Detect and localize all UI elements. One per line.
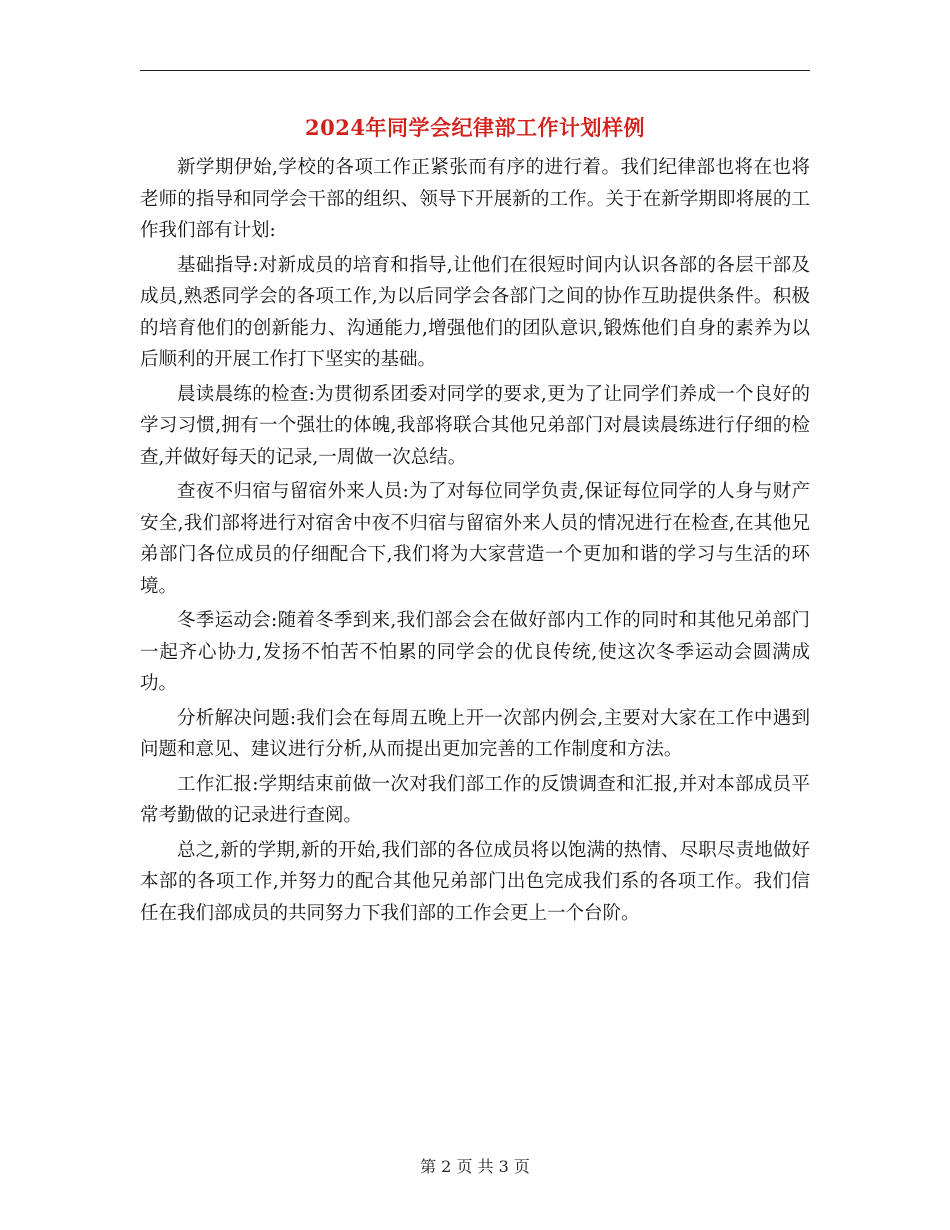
paragraph-morning-check: 晨读晨练的检查:为贯彻系团委对同学的要求,更为了让同学们养成一个良好的学习习惯,拥有一个强壮的体魄,我部将联合其他兄弟部门对晨读晨练进行仔细的检查,并做好每天的记录,一周做一次总结。	[140, 383, 810, 468]
paragraph-night-check: 查夜不归宿与留宿外来人员:为了对每位同学负责,保证每位同学的人身与财产安全,我们部将进行对宿舍中夜不归宿与留宿外来人员的情况进行在检查,在其他兄弟部门各位成员的仔细配合下,我们将为大家营造一个更加和谐的学习与生活的环境。	[140, 481, 810, 597]
header-rule	[140, 70, 810, 71]
paragraph-winter-sports: 冬季运动会:随着冬季到来,我们部会会在做好部内工作的同时和其他兄弟部门一起齐心协力,发扬不怕苦不怕累的同学会的优良传统,使这次冬季运动会圆满成功。	[140, 610, 810, 694]
paragraph-intro: 新学期伊始,学校的各项工作正紧张而有序的进行着。我们纪律部也将在也将老师的指导和同学会干部的组织、领导下开展新的工作。关于在新学期即将展的工作我们部有计划:	[140, 157, 810, 241]
page-number: 第 2 页 共 3 页	[420, 1157, 530, 1176]
paragraph-basic-guidance: 基础指导:对新成员的培育和指导,让他们在很短时间内认识各部的各层干部及成员,熟悉同学会的各项工作,为以后同学会各部门之间的协作互助提供条件。积极的培育他们的创新能力、沟通能力,增强他们的团队意识,锻炼他们自身的素养为以后顺利的开展工作打下坚实的基础。	[140, 254, 810, 370]
paragraph-work-report: 工作汇报:学期结束前做一次对我们部工作的反馈调查和汇报,并对本部成员平常考勤做的记录进行查阅。	[140, 773, 810, 826]
paragraph-conclusion: 总之,新的学期,新的开始,我们部的各位成员将以饱满的热情、尽职尽责地做好本部的各项工作,并努力的配合其他兄弟部门出色完成我们系的各项工作。我们信任在我们部成员的共同努力下我们部的工作会更上一个台阶。	[140, 839, 810, 924]
document-title: 2024年同学会纪律部工作计划样例	[305, 115, 645, 140]
document-body	[140, 152, 810, 932]
paragraph-problem-solving: 分析解决问题:我们会在每周五晚上开一次部内例会,主要对大家在工作中遇到问题和意见、建议进行分析,从而提出更加完善的工作制度和方法。	[140, 707, 810, 760]
